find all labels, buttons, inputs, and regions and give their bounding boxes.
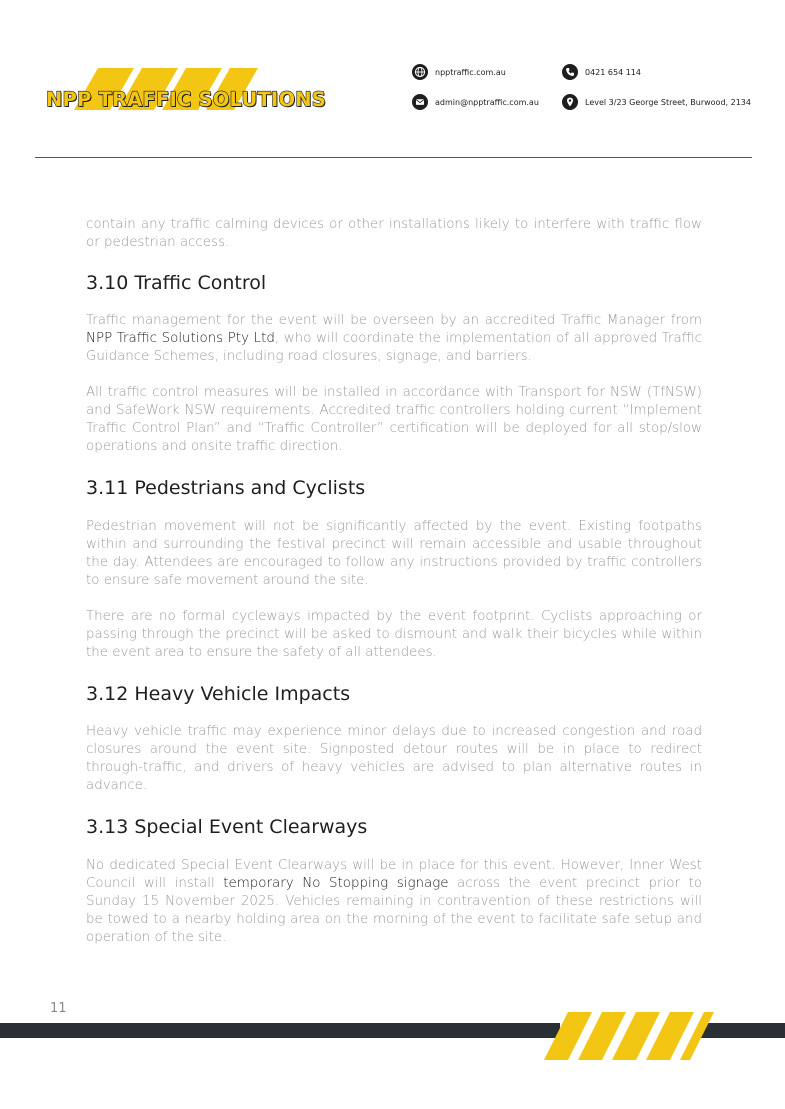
location-icon (562, 94, 578, 110)
page-number: 11 (50, 1001, 67, 1016)
address-text: Level 3/23 George Street, Burwood, 2134 (585, 97, 751, 107)
contact-address (562, 94, 751, 110)
header-divider (35, 157, 752, 158)
footer-bar (0, 1023, 560, 1038)
section-3-13-title: 3.13 Special Event Clearways (86, 816, 368, 838)
signage-highlight: temporary No Stopping signage (223, 876, 449, 891)
section-3-10-paragraph-1 (86, 312, 702, 366)
logo-text: NPP TRAFFIC SOLUTIONS (46, 88, 326, 111)
text-run: Traffic management for the event will be overseen by an accredited Traffic Manager from (86, 313, 702, 328)
section-3-10-paragraph-2: All traffic control measures will be installed in accordance with Transport for NSW (TfNSW) and SafeWork NSW requirements. Accredited traffic controllers holding current “Implement Traffic Control Plan” and “Traffic Controller” certification will be deployed for all stop/slow operations and onsite traffic direction. (86, 385, 702, 454)
section-3-11-paragraph-2: There are no formal cycleways impacted by the event footprint. Cyclists approaching or passing through the precinct will be asked to dismount and walk their bicycles while within the event area to ensure the safety of all attendees. (86, 609, 702, 660)
phone-text[interactable]: 0421 654 114 (585, 67, 641, 77)
website-text[interactable]: npptraffic.com.au (435, 67, 506, 77)
contact-phone[interactable] (562, 64, 641, 80)
footer-stripes (540, 1012, 720, 1062)
phone-icon (562, 64, 578, 80)
section-3-10-title: 3.10 Traffic Control (86, 272, 267, 294)
section-3-13-paragraph-1 (86, 857, 702, 947)
section-3-12-paragraph-1: Heavy vehicle traffic may experience minor delays due to increased congestion and road closures around the event site. Signposted detour routes will be in place to redirect through-traffic, and drivers of heavy vehicles are advised to plan alternative routes in advance. (86, 724, 702, 793)
text-run: No dedicated Special Event Clearways will be in place for this event. However, Inner West Council will install (86, 858, 702, 891)
contact-email[interactable] (412, 94, 539, 110)
text-run: across the event precinct prior to Sunday 15 November 2025. Vehicles remaining in contravention of these restrictions will be towed to a nearby holding area on the morning of the event to facilitate safe setup and operation of the site. (86, 876, 702, 945)
globe-icon (412, 64, 428, 80)
company-name-highlight: NPP Traffic Solutions Pty Ltd (86, 331, 275, 346)
section-3-11-title: 3.11 Pedestrians and Cyclists (86, 477, 366, 499)
mail-icon (412, 94, 428, 110)
email-text[interactable]: admin@npptraffic.com.au (435, 97, 539, 107)
intro-paragraph: contain any traffic calming devices or other installations likely to interfere with traffic flow or pedestrian access. (86, 217, 702, 250)
company-logo (42, 64, 326, 116)
section-3-11-paragraph-1: Pedestrian movement will not be significantly affected by the event. Existing footpaths within and surrounding the festival precinct will remain accessible and usable throughout the day. Attendees are encouraged to follow any instructions provided by traffic controllers to ensure safe movement around the site. (86, 519, 702, 588)
contact-website[interactable] (412, 64, 506, 80)
text-run: , who will coordinate the implementation of all approved Traffic Guidance Schemes, including road closures, signage, and barriers. (86, 331, 702, 364)
document-body (86, 216, 702, 947)
section-3-12-title: 3.12 Heavy Vehicle Impacts (86, 683, 351, 705)
